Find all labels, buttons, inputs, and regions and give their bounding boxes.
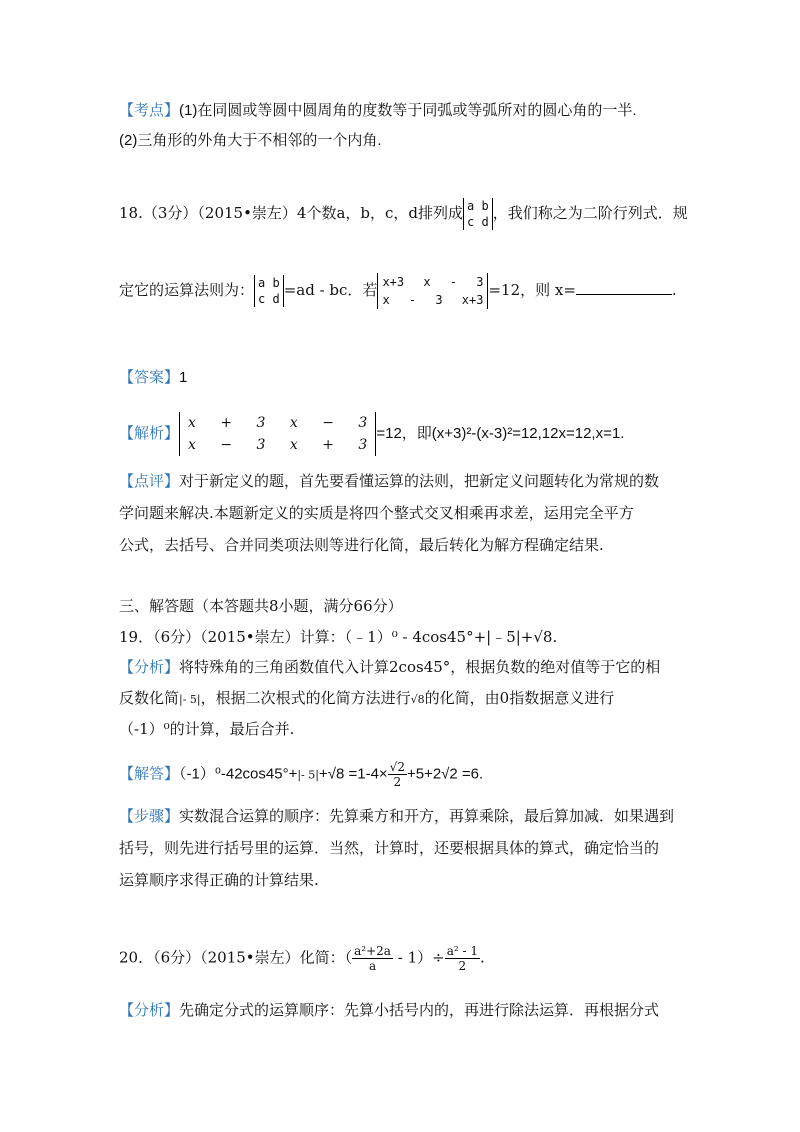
q19-fenxi-text2a: 反数化简 [119, 689, 180, 707]
q18-stem-prefix: 18.（3分）（2015•崇左）4个数a，b，c，d排列成 [119, 204, 464, 222]
q18-answer-blank [576, 280, 672, 295]
q19-buzhou-line1 [119, 806, 674, 826]
kaodian-line2: (2)三角形的外角大于不相邻的一个内角. [119, 132, 382, 149]
q20-frac2-num: a² - 1 [446, 944, 478, 958]
q18-det2-row2: x - 3 x+3 [382, 293, 484, 307]
q20-frac1-den: a [368, 959, 377, 973]
q18-answer-value: 1 [179, 369, 188, 386]
q18-rule-det-row1: a b [258, 276, 280, 290]
q18-det3-row2: x − 3 x + 3 [188, 437, 368, 453]
q19-buzhou-line3: 运算顺序求得正确的计算结果. [119, 871, 319, 889]
q19-frac-den: 2 [393, 775, 402, 789]
q19-buzhou-tag: 【步骤】 [119, 807, 180, 825]
q18-determinant [463, 198, 493, 230]
q18-rule-determinant [254, 275, 284, 307]
q20-stem [119, 944, 485, 973]
q19-jieda [119, 760, 483, 789]
q19-jieda-b: +√8 =1-4× [318, 765, 388, 783]
q19-fenxi-text2c: 的化简，由0指数据意义进行 [424, 689, 615, 707]
q19-stem: 19．（6分）（2015•崇左）计算：（﹣1）⁰ - 4cos45°+|﹣5|+√8. [119, 628, 558, 646]
section3-heading: 三、解答题（本答题共8小题，满分66分） [119, 597, 403, 615]
q19-fenxi-line3: （-1）⁰的计算，最后合并. [119, 720, 295, 738]
q18-dianping-text1: 对于新定义的题，首先要看懂运算的法则，把新定义问题转化为常规的数 [179, 472, 660, 490]
q18-given-determinant [377, 273, 488, 309]
q19-fenxi-line2 [119, 688, 614, 710]
q18-answer-tag: 【答案】 [119, 368, 180, 386]
q18-rule-eq: =ad - bc．若 [283, 281, 378, 299]
q20-fenxi-tag: 【分析】 [119, 1001, 180, 1019]
q20-stem-end: . [479, 948, 485, 967]
q19-buzhou-text1: 实数混合运算的顺序：先算乘方和开方，再算乘除，最后算加减．如果遇到 [179, 807, 675, 825]
q18-det-row2: c d [467, 215, 489, 229]
q18-stem-suffix: ，我们称之为二阶行列式．规 [492, 204, 688, 222]
q18-rule-prefix: 定它的运算法则为： [119, 281, 255, 299]
kaodian-line1 [119, 100, 637, 121]
q19-jieda-c: +5+2√2 =6. [406, 765, 484, 783]
q18-rule-end: . [671, 281, 677, 299]
q18-rule-suffix: =12，则 x= [488, 281, 576, 299]
q18-det2-row1: x+3 x - 3 [382, 275, 484, 289]
q18-dianping-line1 [119, 471, 659, 491]
q19-fenxi-text1: 将特殊角的三角函数值代入计算2cos45°，根据负数的绝对值等于它的相 [179, 658, 661, 676]
q19-jieda-a: （-1）⁰-42cos45°+ [179, 765, 298, 783]
q20-fenxi-line1 [119, 1000, 659, 1020]
q19-buzhou-line2: 括号，则先进行括号里的运算．当然，计算时，还要根据具体的算式，确定恰当的 [119, 839, 660, 857]
q18-dianping-tag: 【点评】 [119, 472, 180, 490]
q20-frac2-den: 2 [458, 959, 467, 973]
q18-jiexi-tag: 【解析】 [119, 424, 180, 442]
kaodian-tag: 【考点】 [119, 101, 180, 119]
q19-fenxi-sqrt: √8 [410, 693, 425, 706]
q19-frac-num: √2 [389, 760, 405, 774]
q18-jiexi-text: =12，即(x+3)²-(x-3)²=12,12x=12,x=1. [376, 425, 625, 442]
q20-frac1-num: a²+2a [354, 944, 391, 958]
q20-frac2 [445, 944, 480, 973]
q18-dianping-line3: 公式，去括号、合并同类项法则等进行化简，最后转化为解方程确定结果. [119, 536, 604, 554]
q19-fenxi-text2b: ，根据二次根式的化简方法进行 [200, 689, 411, 707]
q18-dianping-line2: 学问题来解决.本题新定义的实质是将四个整式交叉相乘再求差，运用完全平方 [119, 504, 634, 522]
q18-answer [119, 367, 187, 388]
q18-jiexi [119, 412, 624, 456]
q18-det3-row1: x + 3 x − 3 [188, 415, 368, 431]
q18-jiexi-determinant [179, 412, 376, 456]
q20-stem-prefix: 20．（6分）（2015•崇左）化简：（ [119, 948, 353, 967]
q18-det-row1: a b [467, 199, 489, 213]
kaodian-text1: (1)在同圆或等圆中圆周角的度数等于同弧或等弧所对的圆心角的一半. [179, 102, 637, 119]
q19-jieda-fraction [388, 760, 407, 789]
q18-stem [119, 198, 688, 230]
q19-jieda-tag: 【解答】 [119, 764, 180, 783]
q18-rule [119, 273, 677, 309]
q19-jieda-abs: |- 5| [297, 768, 319, 782]
q18-rule-det-row2: c d [258, 292, 280, 306]
q20-stem-mid: - 1）÷ [392, 948, 445, 967]
q20-frac1 [352, 944, 393, 973]
q19-fenxi-tag: 【分析】 [119, 658, 180, 676]
q19-fenxi-abs: |- 5| [179, 693, 201, 706]
q20-fenxi-text1: 先确定分式的运算顺序：先算小括号内的，再进行除法运算．再根据分式 [179, 1001, 660, 1019]
q19-fenxi-line1 [119, 657, 660, 677]
